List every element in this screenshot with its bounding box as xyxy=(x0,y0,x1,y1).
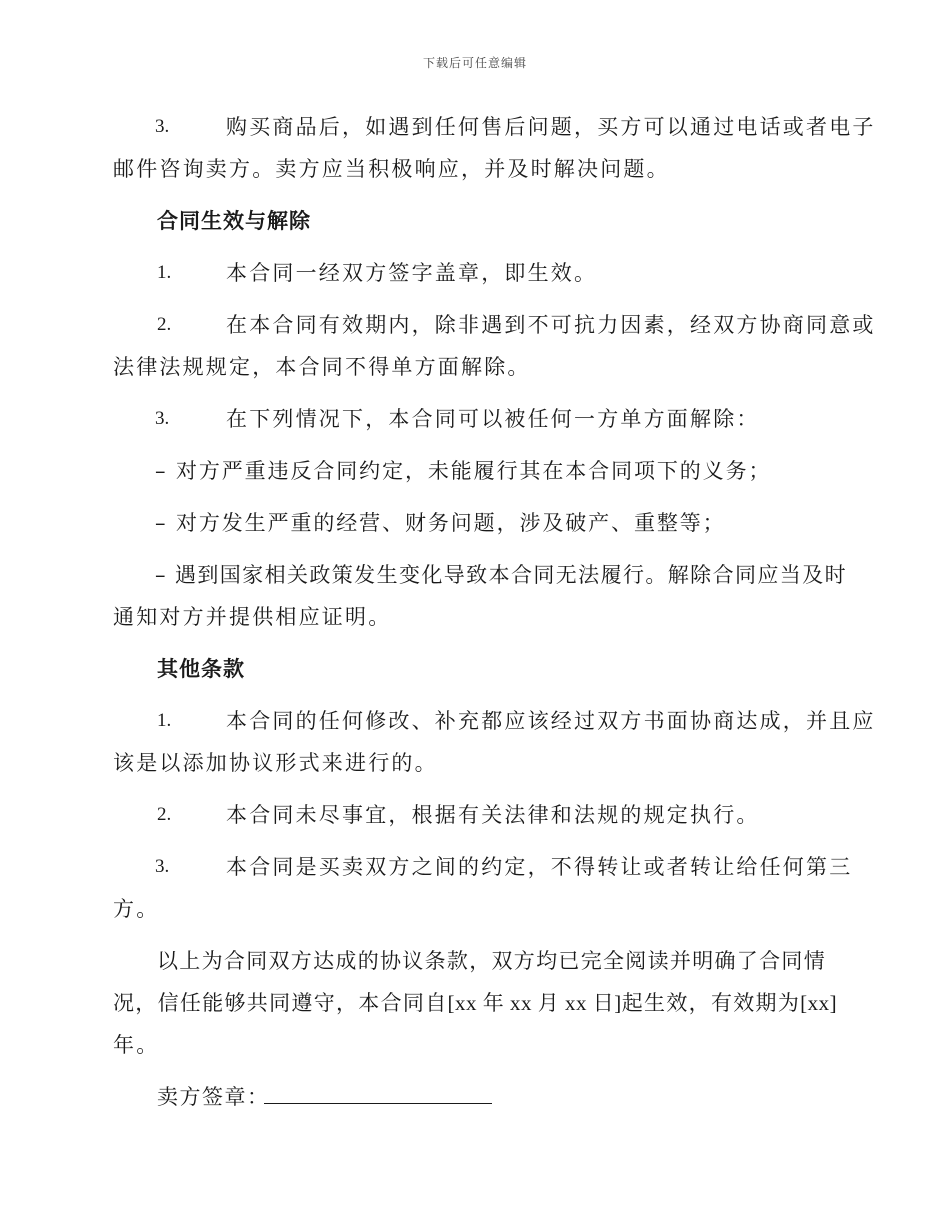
clause-text: 本合同未尽事宜，根据有关法律和法规的规定执行。 xyxy=(226,803,760,827)
signature-line xyxy=(264,1103,492,1104)
clause-number: 2. xyxy=(157,314,172,335)
clause-text: 本合同的任何修改、补充都应该经过双方书面协商达成，并且应 xyxy=(226,709,876,733)
clause-text: 在本合同有效期内，除非遇到不可抗力因素，经双方协商同意或 xyxy=(226,313,876,337)
closing-text: 以上为合同双方达成的协议条款，双方均已完全阅读并明确了合同情 xyxy=(157,949,826,973)
seller-signature-label: 卖方签章： xyxy=(157,1085,270,1109)
section-heading: 合同生效与解除 xyxy=(157,208,311,233)
clause-number: 3. xyxy=(155,856,170,877)
clause-text: 本合同是买卖双方之间的约定，不得转让或者转让给任何第三 xyxy=(226,855,853,879)
closing-text-part: 起生效，有效期为 xyxy=(621,991,801,1015)
closing-text xyxy=(113,989,837,1017)
clause-number: 1. xyxy=(157,262,172,283)
clause-number: 3. xyxy=(155,116,170,137)
clause-text: 法律法规规定，本合同不得单方面解除。 xyxy=(113,355,531,379)
closing-text: 年。 xyxy=(113,1033,160,1057)
date-placeholder: [xx 年 xx 月 xx 日] xyxy=(447,991,622,1015)
bullet-item: – 对方发生严重的经营、财务问题，涉及破产、重整等； xyxy=(155,511,726,535)
clause-text: 在下列情况下，本合同可以被任何一方单方面解除： xyxy=(226,407,760,431)
clause-number: 2. xyxy=(157,804,172,825)
section-heading: 其他条款 xyxy=(157,656,245,681)
page-header-note: 下载后可任意编辑 xyxy=(422,56,527,70)
term-placeholder: [xx] xyxy=(800,991,838,1015)
clause-text: 购买商品后，如遇到任何售后问题，买方可以通过电话或者电子 xyxy=(226,115,876,139)
clause-number: 3. xyxy=(155,408,170,429)
clause-text: 本合同一经双方签字盖章，即生效。 xyxy=(226,261,598,285)
bullet-item: – 遇到国家相关政策发生变化导致本合同无法履行。解除合同应当及时 xyxy=(155,563,847,587)
bullet-item: – 对方严重违反合同约定，未能履行其在本合同项下的义务； xyxy=(155,459,772,483)
clause-number: 1. xyxy=(157,710,172,731)
clause-text: 邮件咨询卖方。卖方应当积极响应，并及时解决问题。 xyxy=(113,157,670,181)
bullet-continuation: 通知对方并提供相应证明。 xyxy=(113,605,392,629)
clause-text: 该是以添加协议形式来进行的。 xyxy=(113,751,438,775)
clause-text: 方。 xyxy=(113,897,160,921)
closing-text-part: 况，信任能够共同遵守，本合同自 xyxy=(113,991,448,1015)
